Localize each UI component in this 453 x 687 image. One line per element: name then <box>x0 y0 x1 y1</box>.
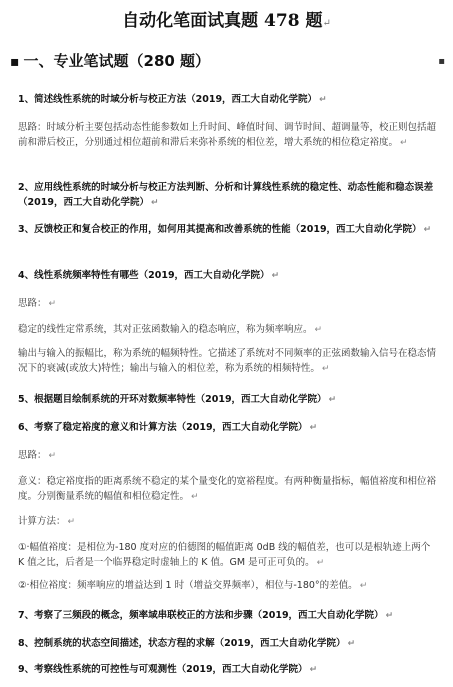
question-1: 1、简述线性系统的时域分析与校正方法（2019，西工大自动化学院） ↵ <box>18 94 327 105</box>
paragraph-mark: ↵ <box>359 581 368 591</box>
answer-4-label: 思路： ↵ <box>18 298 57 309</box>
question-8: 8、控制系统的状态空间描述，状态方程的求解（2019，西工大自动化学院） ↵ <box>18 638 356 649</box>
paragraph-mark: ↵ <box>150 198 159 208</box>
paragraph-mark: ↵ <box>385 611 394 621</box>
paragraph-mark: ↵ <box>423 225 432 235</box>
question-5: 5、根据题目绘制系统的开环对数频率特性（2019，西工大自动化学院） ↵ <box>18 394 337 405</box>
paragraph-mark: ↵ <box>316 558 325 568</box>
paragraph-mark: ↵ <box>309 665 318 675</box>
answer-6-label: 思路： ↵ <box>18 450 57 461</box>
section-heading: ▪ 一、专业笔试题（280 题） <box>10 52 211 70</box>
paragraph-mark: ↵ <box>321 364 330 374</box>
question-3: 3、反馈校正和复合校正的作用，如何用其提高和改善系统的性能（2019，西工大自动化学院） ↵ <box>18 224 432 235</box>
answer-6-phase-margin: ②·相位裕度：频率响应的增益达到 1 时（增益交界频率），相位与-180°的差值。 ↵ <box>18 580 368 591</box>
question-6: 6、考察了稳定裕度的意义和计算方法（2019，西工大自动化学院） ↵ <box>18 422 318 433</box>
paragraph-mark: ↵ <box>319 95 327 105</box>
paragraph-mark: ↵ <box>322 18 331 29</box>
paragraph-mark: ↵ <box>48 451 57 461</box>
question-7: 7、考察了三频段的概念，频率域串联校正的方法和步骤（2019，西工大自动化学院） ↵ <box>18 610 394 621</box>
paragraph-mark: ↵ <box>67 517 76 527</box>
paragraph-mark: ↵ <box>314 325 323 335</box>
question-4: 4、线性系统频率特性有哪些（2019，西工大自动化学院） ↵ <box>18 270 280 281</box>
paragraph-mark: ↵ <box>400 138 408 148</box>
answer-6-gain-margin: ①·幅值裕度：是相位为-180 度对应的伯德图的幅值距离 0dB 线的幅值差，也可以是根轨迹上两个 K 值之比，后者是一个临界稳定时虚轴上的 K 值。GM 是可正可负的。 ↵ <box>18 542 431 568</box>
paragraph-mark: ↵ <box>347 639 356 649</box>
paragraph-mark: ↵ <box>271 271 280 281</box>
question-2: 2、应用线性系统的时域分析与校正方法判断、分析和计算线性系统的稳定性、动态性能和稳态误差（2019，西工大自动化学院） ↵ <box>18 182 434 208</box>
answer-4-text-1: 稳定的线性定常系统，其对正弦函数输入的稳态响应，称为频率响应。 ↵ <box>18 324 323 335</box>
document-title: 自动化笔面试真题 478 题↵ <box>122 11 331 31</box>
edge-marker: ▪ <box>438 56 445 67</box>
paragraph-mark: ↵ <box>191 492 199 502</box>
answer-6-method-label: 计算方法： ↵ <box>18 516 76 527</box>
paragraph-mark: ↵ <box>328 395 337 405</box>
answer-4-text-2: 输出与输入的振幅比，称为系统的幅频特性。它描述了系统对不同频率的正弦函数输入信号在稳态情况下的衰减(或放大)特性；输出与输入的相位差，称为系统的相频特性。 ↵ <box>18 348 437 374</box>
answer-6-meaning: 意义：稳定裕度指的距离系统不稳定的某个量变化的宽裕程度。有两种衡量指标，幅值裕度和相位裕度。分别衡量系统的幅值和相位稳定性。 ↵ <box>18 476 437 502</box>
question-9: 9、考察线性系统的可控性与可观测性（2019，西工大自动化学院） ↵ <box>18 664 318 675</box>
paragraph-mark: ↵ <box>309 423 318 433</box>
paragraph-mark: ↵ <box>48 299 57 309</box>
answer-1: 思路：时域分析主要包括动态性能参数如上升时间、峰值时间、调节时间、超调量等，校正则包括超前和滞后校正，分别通过相位超前和滞后来弥补系统的相位差，增大系统的相位稳定裕度。 ↵ <box>18 122 437 148</box>
